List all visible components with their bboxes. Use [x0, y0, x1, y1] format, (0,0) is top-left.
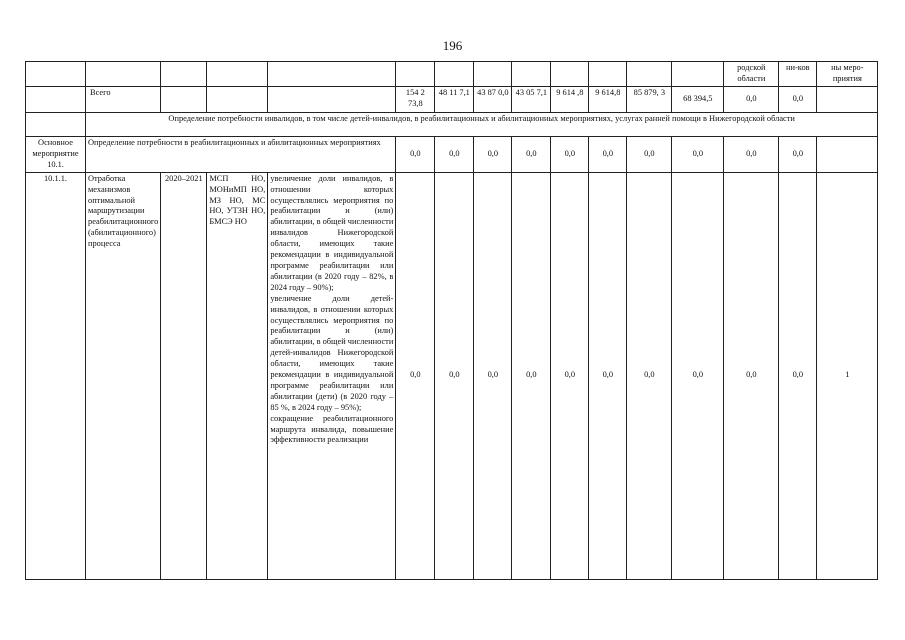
total-value: 0,0 [779, 87, 817, 113]
header-cell [161, 62, 207, 87]
indicator-text: сокращение реабилитационного маршрута инвалида, повышение эффективности реализации [270, 413, 394, 445]
item-value: 0,0 [435, 172, 474, 579]
header-cell [627, 62, 672, 87]
item-value: 0,0 [672, 172, 724, 579]
header-row [26, 62, 878, 87]
header-cell [207, 62, 268, 87]
item-value-last: 1 [817, 172, 878, 579]
section-cell [26, 113, 86, 137]
total-cell [268, 87, 396, 113]
total-label: Всего [86, 87, 161, 113]
total-cell [207, 87, 268, 113]
item-indicators [268, 172, 396, 579]
header-cell [589, 62, 627, 87]
header-cell [474, 62, 512, 87]
header-cell [512, 62, 551, 87]
header-other: ни-ков [779, 62, 817, 87]
total-value: 68 394,5 [672, 87, 724, 113]
main-event-value: 0,0 [435, 137, 474, 173]
total-value: 9 614,8 [589, 87, 627, 113]
header-cell [551, 62, 589, 87]
total-cell [161, 87, 207, 113]
item-value: 0,0 [512, 172, 551, 579]
header-cell [396, 62, 435, 87]
header-events: ны меро-приятия [817, 62, 878, 87]
section-row [26, 113, 878, 137]
main-event-value [817, 137, 878, 173]
page-number: 196 [442, 38, 463, 53]
item-value: 0,0 [779, 172, 817, 579]
item-value: 0,0 [551, 172, 589, 579]
header-region-budget: родской области [724, 62, 779, 87]
main-event-row [26, 137, 878, 173]
main-event-code: Основное мероприятие 10.1. [26, 137, 86, 173]
main-event-value: 0,0 [474, 137, 512, 173]
total-value: 0,0 [724, 87, 779, 113]
item-executors: МСП НО, МОНиМП НО, МЗ НО, МС НО, УТЗН НО, БМСЭ НО [207, 172, 268, 579]
item-value: 0,0 [724, 172, 779, 579]
total-value: 154 2 73,8 [396, 87, 435, 113]
item-code: 10.1.1. [26, 172, 86, 579]
total-value [817, 87, 878, 113]
total-value: 43 87 0,0 [474, 87, 512, 113]
total-value: 43 05 7,1 [512, 87, 551, 113]
main-event-value: 0,0 [779, 137, 817, 173]
item-value: 0,0 [474, 172, 512, 579]
header-cell [86, 62, 161, 87]
total-row [26, 87, 878, 113]
main-event-value: 0,0 [551, 137, 589, 173]
total-value: 85 879, 3 [627, 87, 672, 113]
item-name: Отработка механизмов оптимальной маршрутизации реабилитационного (абилитационного) процесса [86, 172, 161, 579]
main-event-name: Определение потребности в реабилитационных и абилитационных мероприятиях [86, 137, 396, 173]
main-event-value: 0,0 [627, 137, 672, 173]
total-value: 48 11 7,1 [435, 87, 474, 113]
header-cell [435, 62, 474, 87]
program-table [25, 61, 878, 580]
main-event-value: 0,0 [724, 137, 779, 173]
indicator-text: увеличение доли инвалидов, в отношении которых осуществлялись мероприятия по реабилитации и (или) абилитации, в общей численности инвалидов Нижегородской области, имеющих такие рекомендации в индивидуальной программе реабилитации или абилитации (в 2020 году – 82%, в 2024 году – 90%); [270, 173, 394, 292]
section-title: Определение потребности инвалидов, в том числе детей-инвалидов, в реабилитационных и абилитационных мероприятиях, услугах ранней помощи в Нижегородской области [86, 113, 878, 137]
item-period: 2020–2021 [161, 172, 207, 579]
indicator-text: увеличение доли детей-инвалидов, в отношении которых осуществлялись мероприятия по реабилитации и (или) абилитации, в общей численности детей-инвалидов Нижегородской области, имеющих такие рекомендации в индивидуальной программе реабилитации или абилитации (дети) (в 2020 году – 85 %, в 2024 году – 95%); [270, 293, 394, 412]
main-event-value: 0,0 [396, 137, 435, 173]
main-event-value: 0,0 [512, 137, 551, 173]
header-cell [26, 62, 86, 87]
item-value: 0,0 [589, 172, 627, 579]
item-row [26, 172, 878, 579]
header-cell [672, 62, 724, 87]
main-event-value: 0,0 [589, 137, 627, 173]
header-cell [268, 62, 396, 87]
item-value: 0,0 [627, 172, 672, 579]
total-cell [26, 87, 86, 113]
main-event-value: 0,0 [672, 137, 724, 173]
item-value: 0,0 [396, 172, 435, 579]
total-value: 9 614 ,8 [551, 87, 589, 113]
